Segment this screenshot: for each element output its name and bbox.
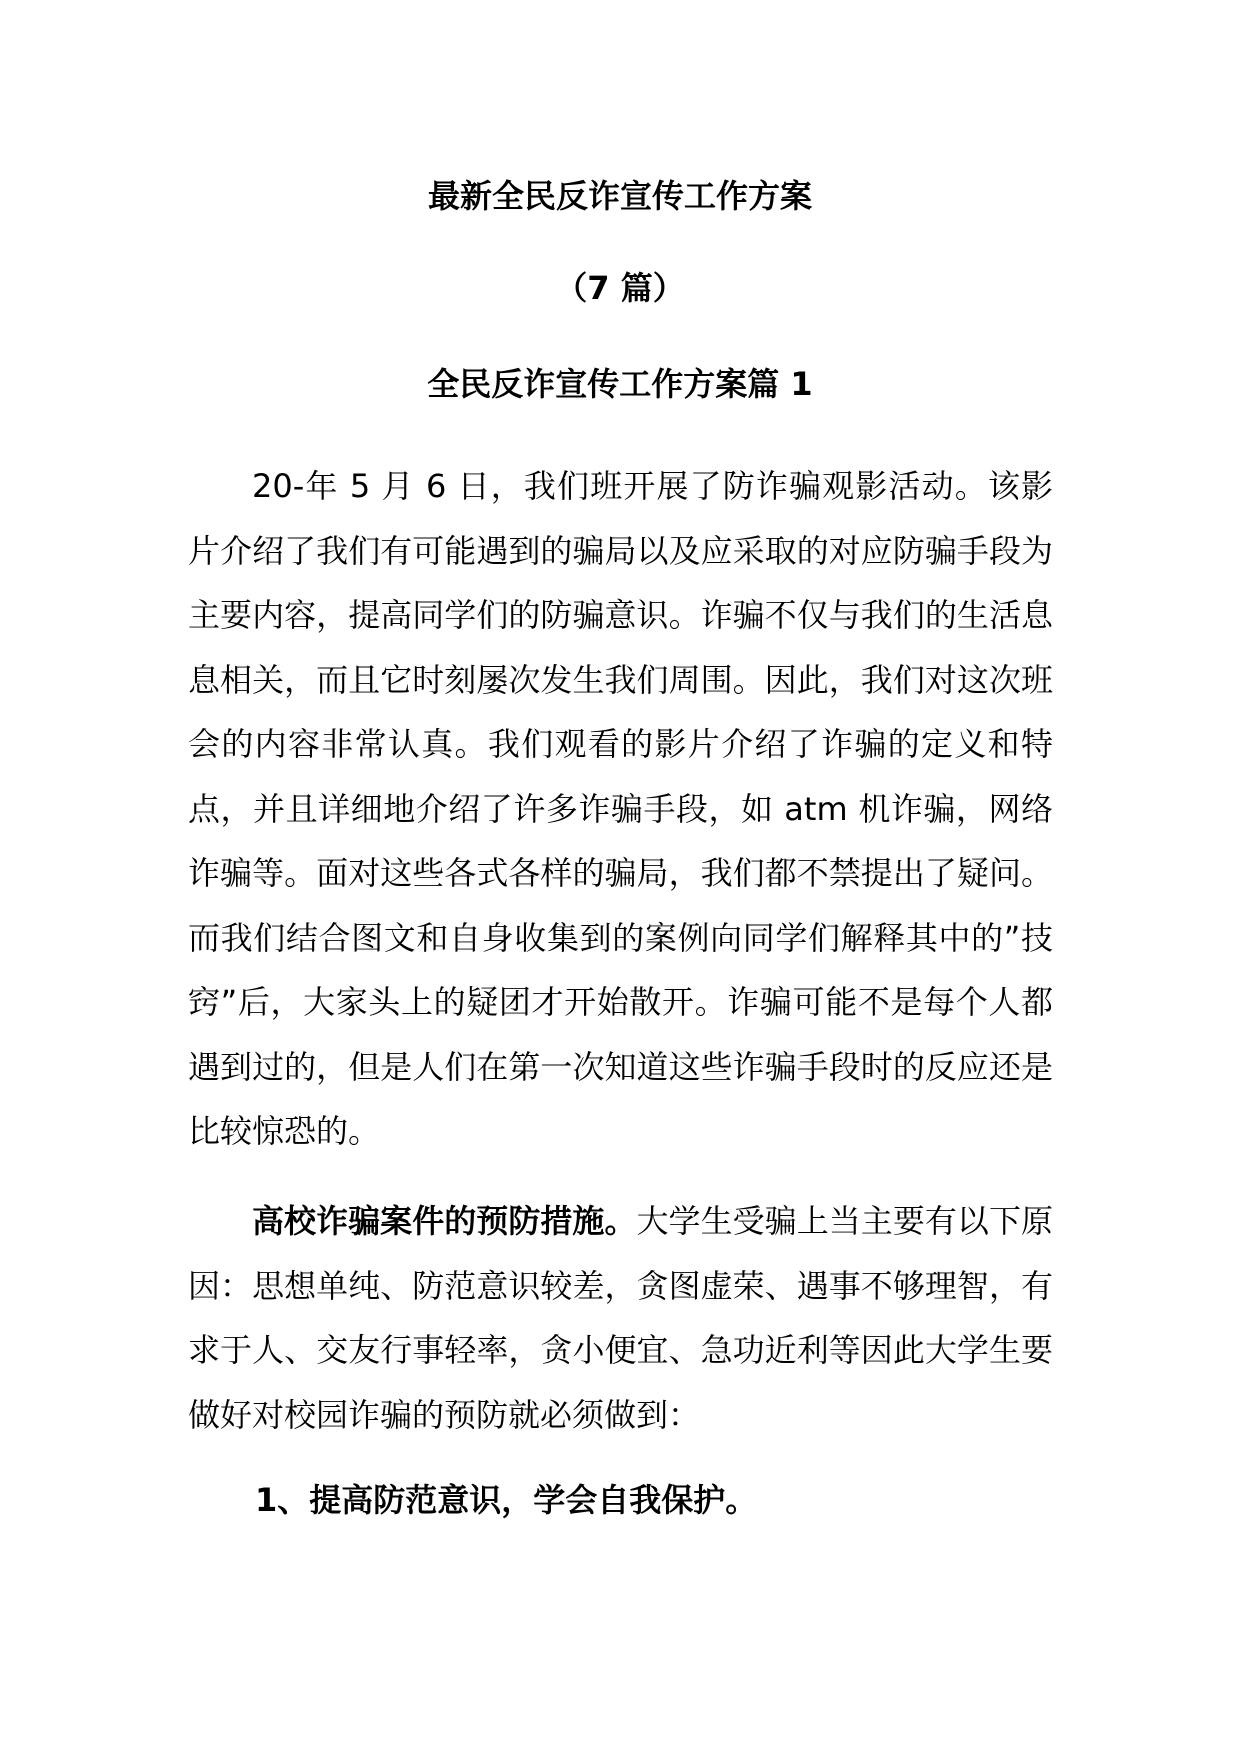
- paragraph-1: 20-年 5 月 6 日，我们班开展了防诈骗观影活动。该影片介绍了我们有可能遇到的骗局以及应采取的对应防骗手段为主要内容，提高同学们的防骗意识。诈骗不仅与我们的生活息息相关，而且它时刻屡次发生我们周围。因此，我们对这次班会的内容非常认真。我们观看的影片介绍了诈骗的定义和特点，并且详细地介绍了许多诈骗手段，如 atm 机诈骗，网络诈骗等。面对这些各式各样的骗局，我们都不禁提出了疑问。而我们结合图文和自身收集到的案例向同学们解释其中的”技窍”后，大家头上的疑团才开始散开。诈骗可能不是每个人都遇到过的，但是人们在第一次知道这些诈骗手段时的反应还是比较惊恐的。: [188, 467, 1053, 1150]
- list-item-1: 1、提高防范意识，学会自我保护。: [255, 1481, 758, 1519]
- paragraph-2-lead: 高校诈骗案件的预防措施。: [252, 1202, 637, 1240]
- paragraph-2-body: 大学生受骗上当主要有以下原因：思想单纯、防范意识较差，贪图虚荣、遇事不够理智，有求于人、交友行事轻率，贪小便宜、急功近利等因此大学生要做好对校园诈骗的预防就必须做到：: [188, 1202, 1053, 1434]
- paragraph-2: [188, 1189, 1053, 1447]
- document-title: 最新全民反诈宣传工作方案: [427, 177, 812, 215]
- section-heading: 全民反诈宣传工作方案篇 1: [427, 365, 813, 403]
- document-subtitle: （7 篇）: [555, 269, 685, 307]
